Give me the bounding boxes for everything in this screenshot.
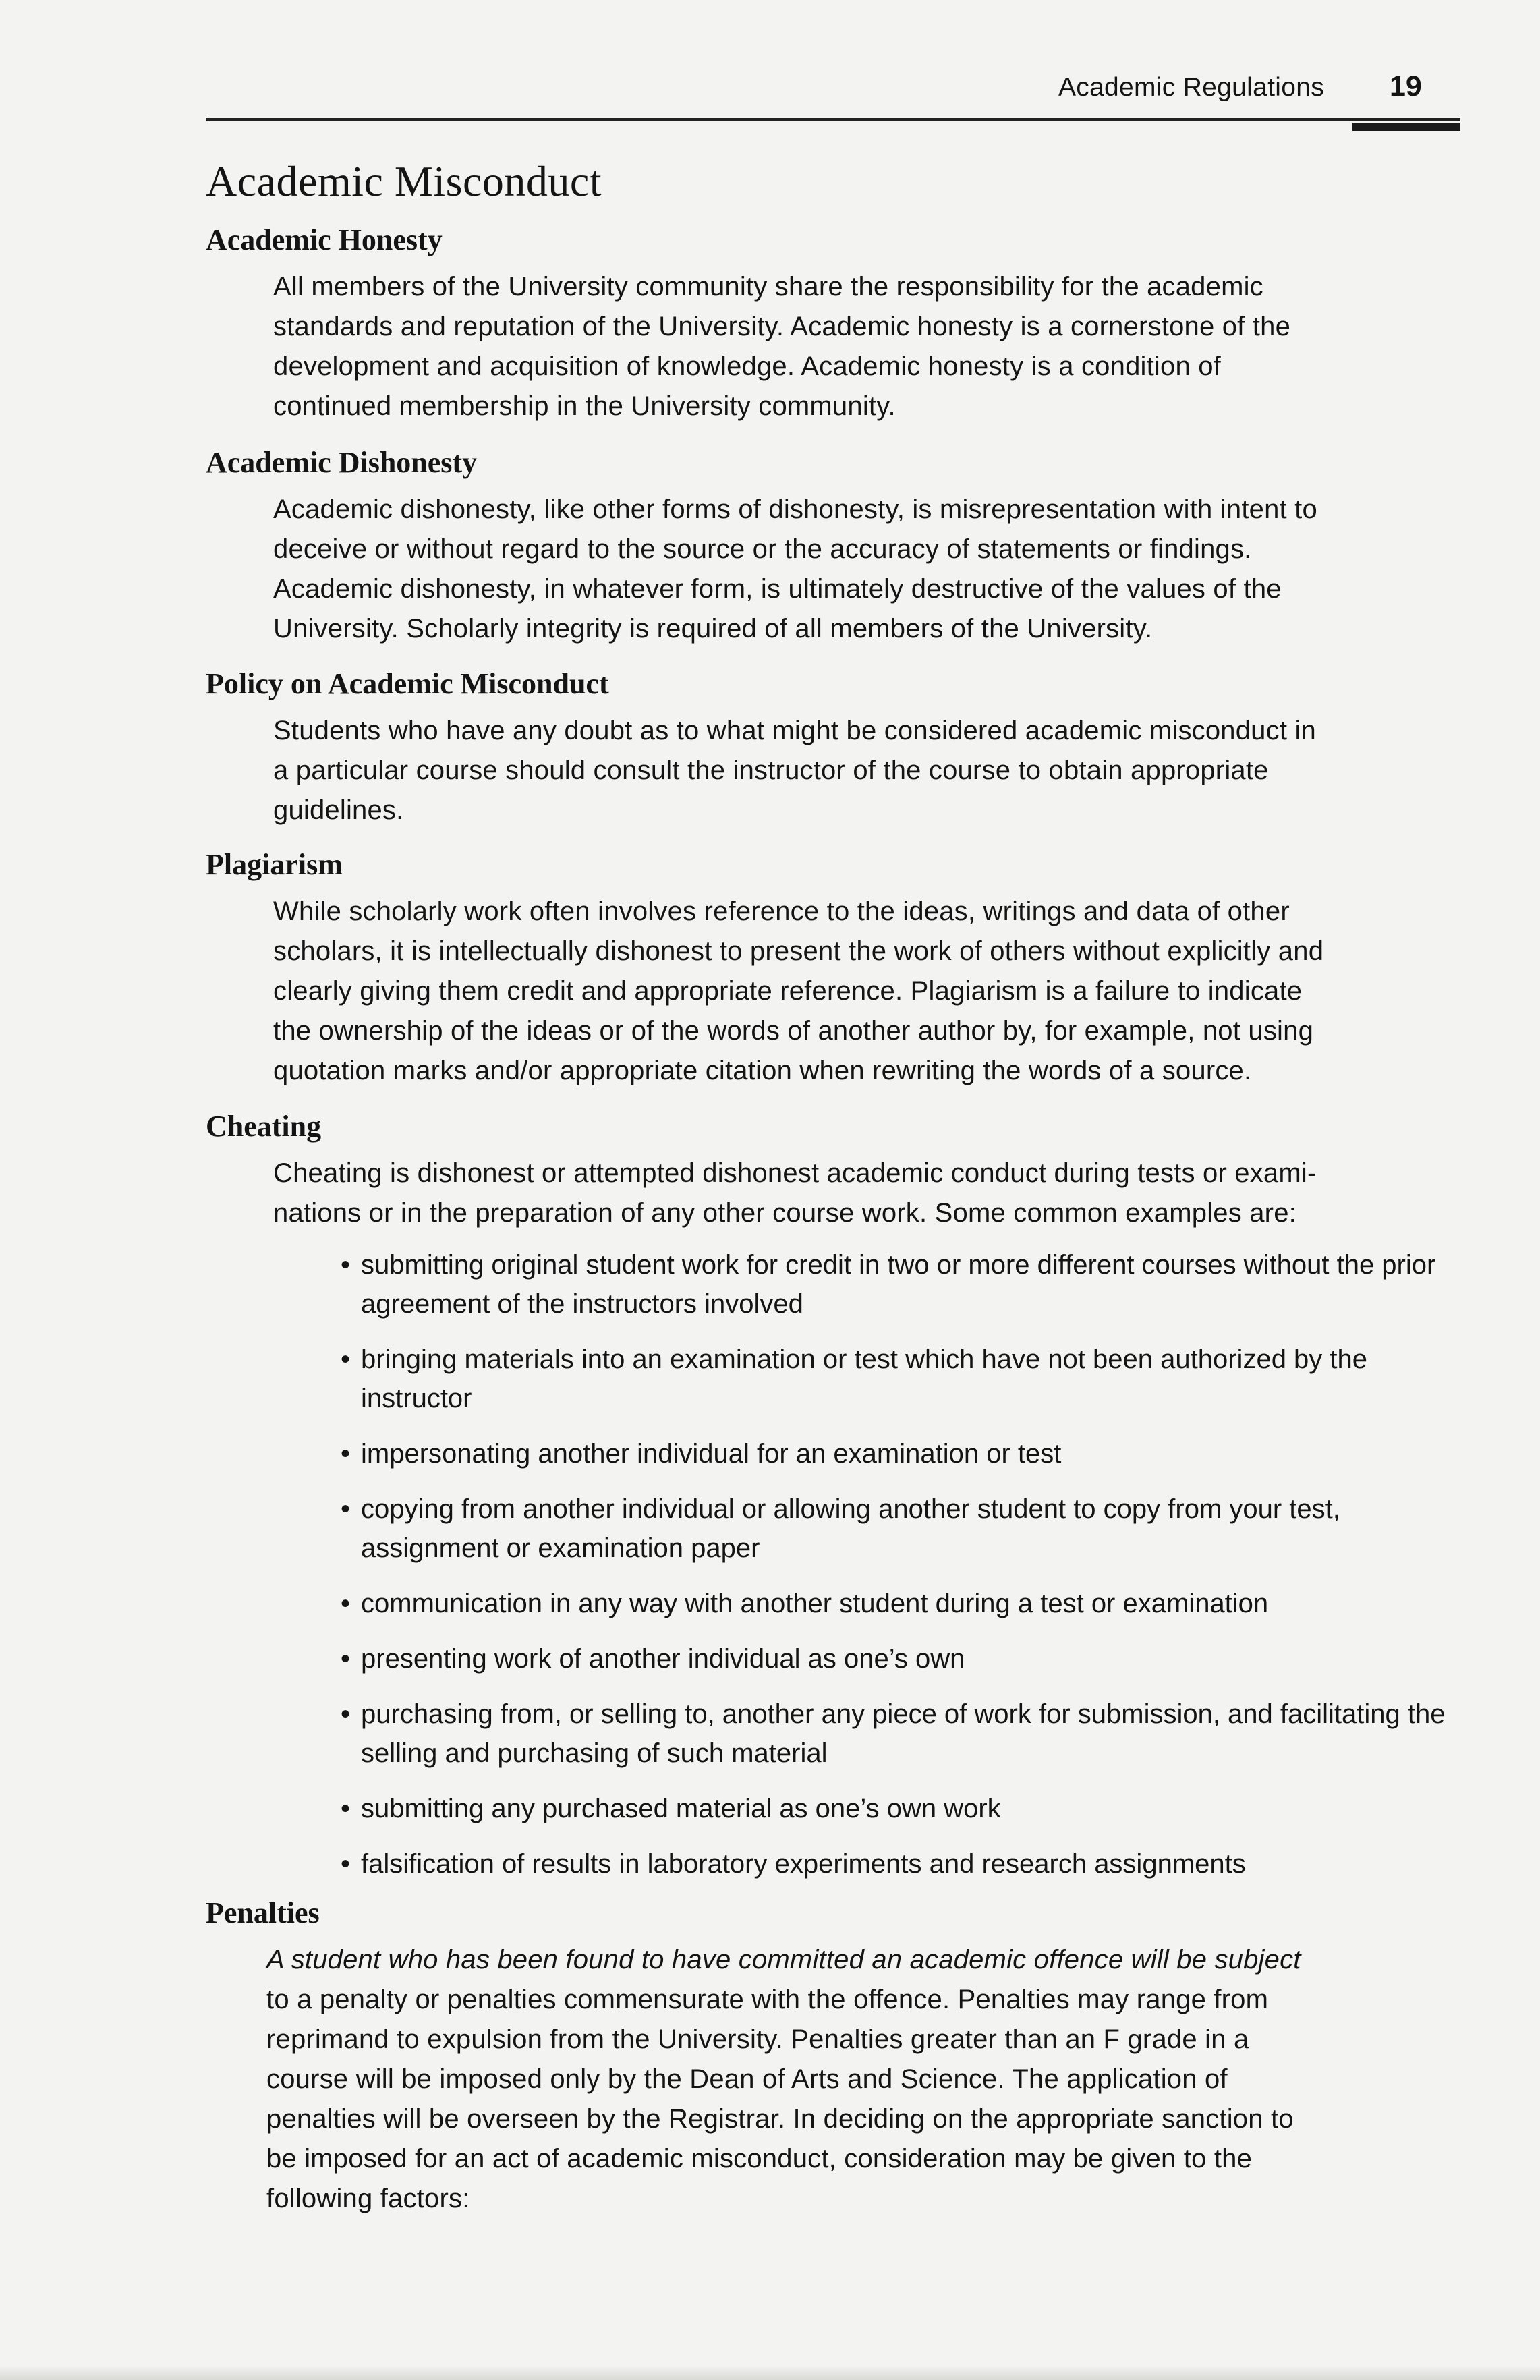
heading-policy-misconduct: Policy on Academic Misconduct <box>206 667 609 700</box>
text-line: course will be imposed only by the Dean of Arts and Science. The application of <box>266 2064 1228 2094</box>
text-line: Academic dishonesty, in whatever form, is ultimately destructive of the values of the <box>273 574 1282 604</box>
list-item: • bringing materials into an examination or test which have not been authorized by the instructor <box>341 1340 1460 1418</box>
list-item: • impersonating another individual for an examination or test <box>341 1434 1460 1473</box>
header-rule-accent <box>1352 123 1460 131</box>
text-line-italic: A student who has been found to have committed an academic offence will be subject <box>266 1945 1301 1975</box>
text-line: While scholarly work often involves reference to the ideas, writings and data of other <box>273 897 1290 926</box>
page-title: Academic Misconduct <box>206 157 602 205</box>
paragraph-plagiarism <box>273 892 1460 1091</box>
page-number: 19 <box>1390 70 1422 103</box>
heading-academic-dishonesty: Academic Dishonesty <box>206 446 478 479</box>
text-line: University. Scholarly integrity is required of all members of the University. <box>273 614 1153 644</box>
list-item: • communication in any way with another student during a test or examination <box>341 1584 1460 1623</box>
scan-bottom-edge <box>0 2365 1540 2380</box>
list-item: • presenting work of another individual as one’s own <box>341 1639 1460 1678</box>
text-line: deceive or without regard to the source or the accuracy of statements or findings. <box>273 534 1252 564</box>
text-line: continued membership in the University community. <box>273 391 896 421</box>
cheating-examples-list <box>341 1245 1460 1900</box>
text-line: scholars, it is intellectually dishonest to present the work of others without explicitly and <box>273 936 1324 966</box>
text-line: guidelines. <box>273 795 404 825</box>
text-line: reprimand to expulsion from the University. Penalties greater than an F grade in a <box>266 2024 1249 2054</box>
list-item: • copying from another individual or allowing another student to copy from your test, assignment or examination paper <box>341 1490 1460 1568</box>
paragraph-policy-misconduct <box>273 711 1460 830</box>
header-rule <box>206 118 1460 121</box>
list-item: • submitting original student work for credit in two or more different courses without the prior agreement of the instructors involved <box>341 1245 1460 1324</box>
text-line: Academic dishonesty, like other forms of dishonesty, is misrepresentation with intent to <box>273 494 1317 524</box>
paragraph-academic-honesty <box>273 267 1460 426</box>
text-line: Cheating is dishonest or attempted dishonest academic conduct during tests or exami- <box>273 1158 1317 1188</box>
list-item: • submitting any purchased material as one’s own work <box>341 1789 1460 1828</box>
text-line: All members of the University community share the responsibility for the academic <box>273 272 1263 302</box>
text-line: Students who have any doubt as to what might be considered academic misconduct in <box>273 716 1316 745</box>
paragraph-cheating <box>273 1154 1460 1233</box>
text-line: following factors: <box>266 2184 470 2213</box>
text-line: a particular course should consult the instructor of the course to obtain appropriate <box>273 756 1269 785</box>
text-line: nations or in the preparation of any other course work. Some common examples are: <box>273 1198 1296 1228</box>
text-line: the ownership of the ideas or of the words of another author by, for example, not using <box>273 1016 1314 1046</box>
text-line: penalties will be overseen by the Registrar. In deciding on the appropriate sanction to <box>266 2104 1294 2134</box>
heading-penalties: Penalties <box>206 1896 320 1929</box>
running-header: Academic Regulations <box>1058 73 1324 102</box>
text-line: development and acquisition of knowledge. Academic honesty is a condition of <box>273 351 1221 381</box>
heading-cheating: Cheating <box>206 1110 322 1143</box>
text-line: be imposed for an act of academic misconduct, consideration may be given to the <box>266 2144 1253 2174</box>
text-line: standards and reputation of the University. Academic honesty is a cornerstone of the <box>273 312 1291 341</box>
heading-academic-honesty: Academic Honesty <box>206 223 443 256</box>
list-item: • purchasing from, or selling to, another any piece of work for submission, and facilitating the selling and purchasing of such material <box>341 1695 1460 1773</box>
paragraph-academic-dishonesty <box>273 490 1460 649</box>
list-item: • falsification of results in laboratory experiments and research assignments <box>341 1844 1460 1883</box>
heading-plagiarism: Plagiarism <box>206 848 343 881</box>
text-line: clearly giving them credit and appropriate reference. Plagiarism is a failure to indicate <box>273 976 1303 1006</box>
text-line: to a penalty or penalties commensurate with the offence. Penalties may range from <box>266 1985 1269 2014</box>
paragraph-penalties <box>266 1940 1454 2219</box>
text-line: quotation marks and/or appropriate citation when rewriting the words of a source. <box>273 1056 1252 1085</box>
